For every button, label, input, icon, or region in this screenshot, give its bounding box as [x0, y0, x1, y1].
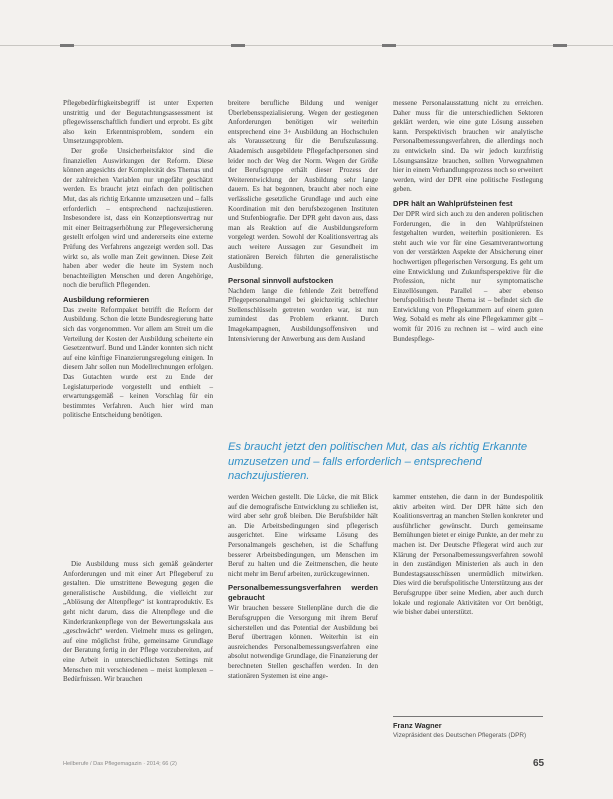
paragraph: Nachdem lange die fehlende Zeit betreffend Pflegepersonalmangel bei gleichzeitig schlechter Stellenschlüsseln getreten worden war, ist nun zumindest das Problem erkannt. Durch Imagekampagnen, Ausbildungsoffensiven und Intensivierung der Anwerbung aus dem Ausland	[228, 286, 378, 343]
column-1-bottom	[63, 560, 213, 685]
page-footer: Heilberufe / Das Pflegemagazin · 2014; 66 (2)	[63, 761, 177, 767]
paragraph: Pflegebedürftigkeitsbegriff ist unter Experten unstrittig und der Begutachtungsassessment ist pflegewissenschaftlich fundiert und erprobt. Es gibt also kein Erkenntnisproblem, sondern ein Umsetzungsproblem.	[63, 99, 213, 146]
column-2-top	[228, 99, 378, 344]
section-heading: Personalbemessungsverfahren werden gebraucht	[228, 583, 378, 603]
paragraph: Die Ausbildung muss sich gemäß geänderter Anforderungen und mit einer Art Pflegeberuf zu gestalten. Die umstrittene Bewegung gegen die generalistische Ausbildung, die vielleicht zur „Ablösung der Altenpflege“ ist kontraproduktiv. Es geht nicht darum, dass die Altenpflege und die Kinderkrankenpflege von der Bewertungsskala aus „geschwächt“ werden. Vielmehr muss es gelingen, auf eine möglichst frühe, gemeinsame Grundlage der Beratung fertig in der Pflege vorzubereiten, auf eine Arbeit in unterschiedlichsten Settings mit Menschen mit verschiedenen – meist komplexen – Bedürfnissen. Wir brauchen	[63, 560, 213, 684]
paragraph: Wir brauchen bessere Stellenpläne durch die die Berufsgruppen die Versorgung mit ihrem Beruf sicherstellen und das Potential der Ausbildung bei Beruf übertragen können. Weiterhin ist ein ausreichendes Personalbemessungsverfahren eine absolut notwendige Grundlage, die Finanzierung der berechneten Stellen geschaffen werden. In den stationären Systemen ist eine ange-	[228, 604, 378, 680]
paragraph: Der DPR wird sich auch zu den anderen politischen Forderungen, die in den Wahlprüfsteinen festgehalten wurden, weiterhin positionieren. Es steht auch wie vor für eine Gesamtverantwortung von der verstärkten Aspekte der Absicherung einer hochwertigen pflegerischen Versorgung. Es geht um eine Entwicklung und Zukunftsperspektive für die Profession, nicht nur symptomatische Einzellösungen. Parallel – aber ebenso berufspolitisch heute Thema ist – befindet sich die Entwicklung von Pflegekammern auf einem guten Weg. Sobald es mehr als eine Pflegekammer gibt – womit für 2016 zu rechnen ist – wird auch eine Bundespflege-	[393, 209, 543, 343]
signature-rule	[393, 716, 543, 717]
author-name: Franz Wagner	[393, 721, 442, 730]
column-1-top	[63, 99, 213, 421]
author-role: Vizepräsident des Deutschen Pflegerats (DPR)	[393, 732, 527, 739]
column-3-top	[393, 99, 543, 344]
section-heading: Personal sinnvoll aufstocken	[228, 275, 334, 285]
section-heading: Ausbildung reformieren	[63, 294, 150, 304]
column-2-bottom	[228, 493, 378, 681]
column-3-bottom	[393, 493, 543, 618]
paragraph: Der große Unsicherheitsfaktor sind die finanziellen Auswirkungen der Reform. Diese können angesichts der Komplexität des Themas und der zahlreichen Variablen nur ungefähr geschätzt werden. Es braucht jetzt einfach den politischen Mut, das als richtig Erkannte umzusetzen und – falls erforderlich – entsprechend nachzujustieren. Insbesondere ist, dass ein Konzeptionsvertrag nur mit einer Beitragserhöhung zur Pflegeversicherung gestellt erfolgen wird und andererseits eine externe Prüfung des Verfahrens angezeigt werden soll. Das wirkt so, als wolle man Zeit gewinnen. Diese Zeit haben aber weder die heute im System noch benachteiligten Menschen und deren Angehörige, noch die beruflich Pflegenden.	[63, 146, 213, 290]
pull-quote: Es braucht jetzt den politischen Mut, das als richtig Erkannte umzusetzen und – falls erforderlich – entsprechend nachzujustieren.	[228, 441, 528, 482]
paragraph: messene Personalausstattung nicht zu erreichen. Daher muss für die unterschiedlichen Sektoren geklärt werden, wie eine gute Lösung aussehen kann. Perspektivisch brauchen wir analytische Personalbemessungsverfahren, die allerdings noch zu entwickeln sind. Da wir jedoch kurzfristig Lösungsansätze brauchen, sollten Vorwegnahmen hier in einem Verhandlungsprozess noch so erweitert werden, wird der DPR eine politische Festlegung geben.	[393, 99, 543, 194]
page-number: 65	[533, 758, 545, 769]
paragraph: werden Weichen gestellt. Die Lücke, die mit Blick auf die demografische Entwicklung zu schließen ist, wird aber sehr groß bleiben. Die Berufsbilder hält an. Die Arbeitsbedingungen sind pflegerisch ausgerichtet. Eine wirksame Lösung des Personalmangels geschehen, ist die Schaffung besserer Arbeitsbedingungen, um Menschen im Beruf zu halten und die Zeitmenschen, die heute nicht mehr im Beruf arbeiten, zurückzugewinnen.	[228, 493, 378, 578]
section-heading: DPR hält an Wahlprüfsteinen fest	[393, 198, 513, 208]
top-rule	[0, 45, 613, 46]
author-signature	[393, 716, 543, 740]
paragraph: breitere berufliche Bildung und weniger Überlebensspezialisierung. Wegen der gestiegenen Anforderungen benötigen wir weiterhin entsprechend eine 3+ Ausbildung an Hochschulen als Voraussetzung für die Berufszulassung. Akademisch ausgebildete Pflegefachpersonen sind leider noch der Weg der Norm. Wegen der Größe der Berufsgruppe erhält dieser Prozess der Weiterentwicklung der Ausbildung sehr lange dauern. Es hat begonnen, braucht aber noch eine verlässliche gesetzliche Grundlage und auch eine Koordination mit den berufsbezogenen Instituten und Stufenbiografie. Der DPR geht davon aus, dass man als Reaktion auf die Ausbildungsreform vorgelegt werden. Sowohl der Koalitionsvertrag als auch weitere Aussagen zur Gesundheit im stationären Bereich führten die generalistische Ausbildung.	[228, 99, 378, 271]
paragraph: Das zweite Reformpaket betrifft die Reform der Ausbildung. Schon die letzte Bundesregierung hatte sich das vorgenommen. Vor allem am Streit um die Verteilung der Kosten der Ausbildung scheiterte ein Gesetzentwurf. Bund und Länder konnten sich nicht auf eine künftige Finanzierungsregelung einigen. In diesem Jahr sollen nun Modellrechnungen erfolgen. Das Gutachten wurde erst zu Ende der Legislaturperiode vorgestellt und enthielt – erwartungsgemäß – keinen Vorschlag für ein bestimmtes Verfahren. Auch hier wird man politische Entscheidung benötigen.	[63, 305, 213, 420]
paragraph: kammer entstehen, die dann in der Bundespolitik aktiv arbeiten wird. Der DPR hätte sich den Koalitionsvertrag an manchen Stellen konkreter und ausführlicher gewünscht. Durch gemeinsame Bemühungen bietet er einige Punkte, an der mehr zu machen ist. Der Deutsche Pflegerat wird auch zur Klärung der Personalbemessungsverfahren sowohl in den zuständigen Ministerien als auch in den Bundestagsausschüssen unermüdlich mitwirken. Dies wird die berufspolitische Unterstützung aus der Berufsgruppe über seine Medien, aber auch durch lokale und regionale Aktivitäten vor Ort benötigt, wie bisher dabei unterstützt.	[393, 493, 543, 617]
